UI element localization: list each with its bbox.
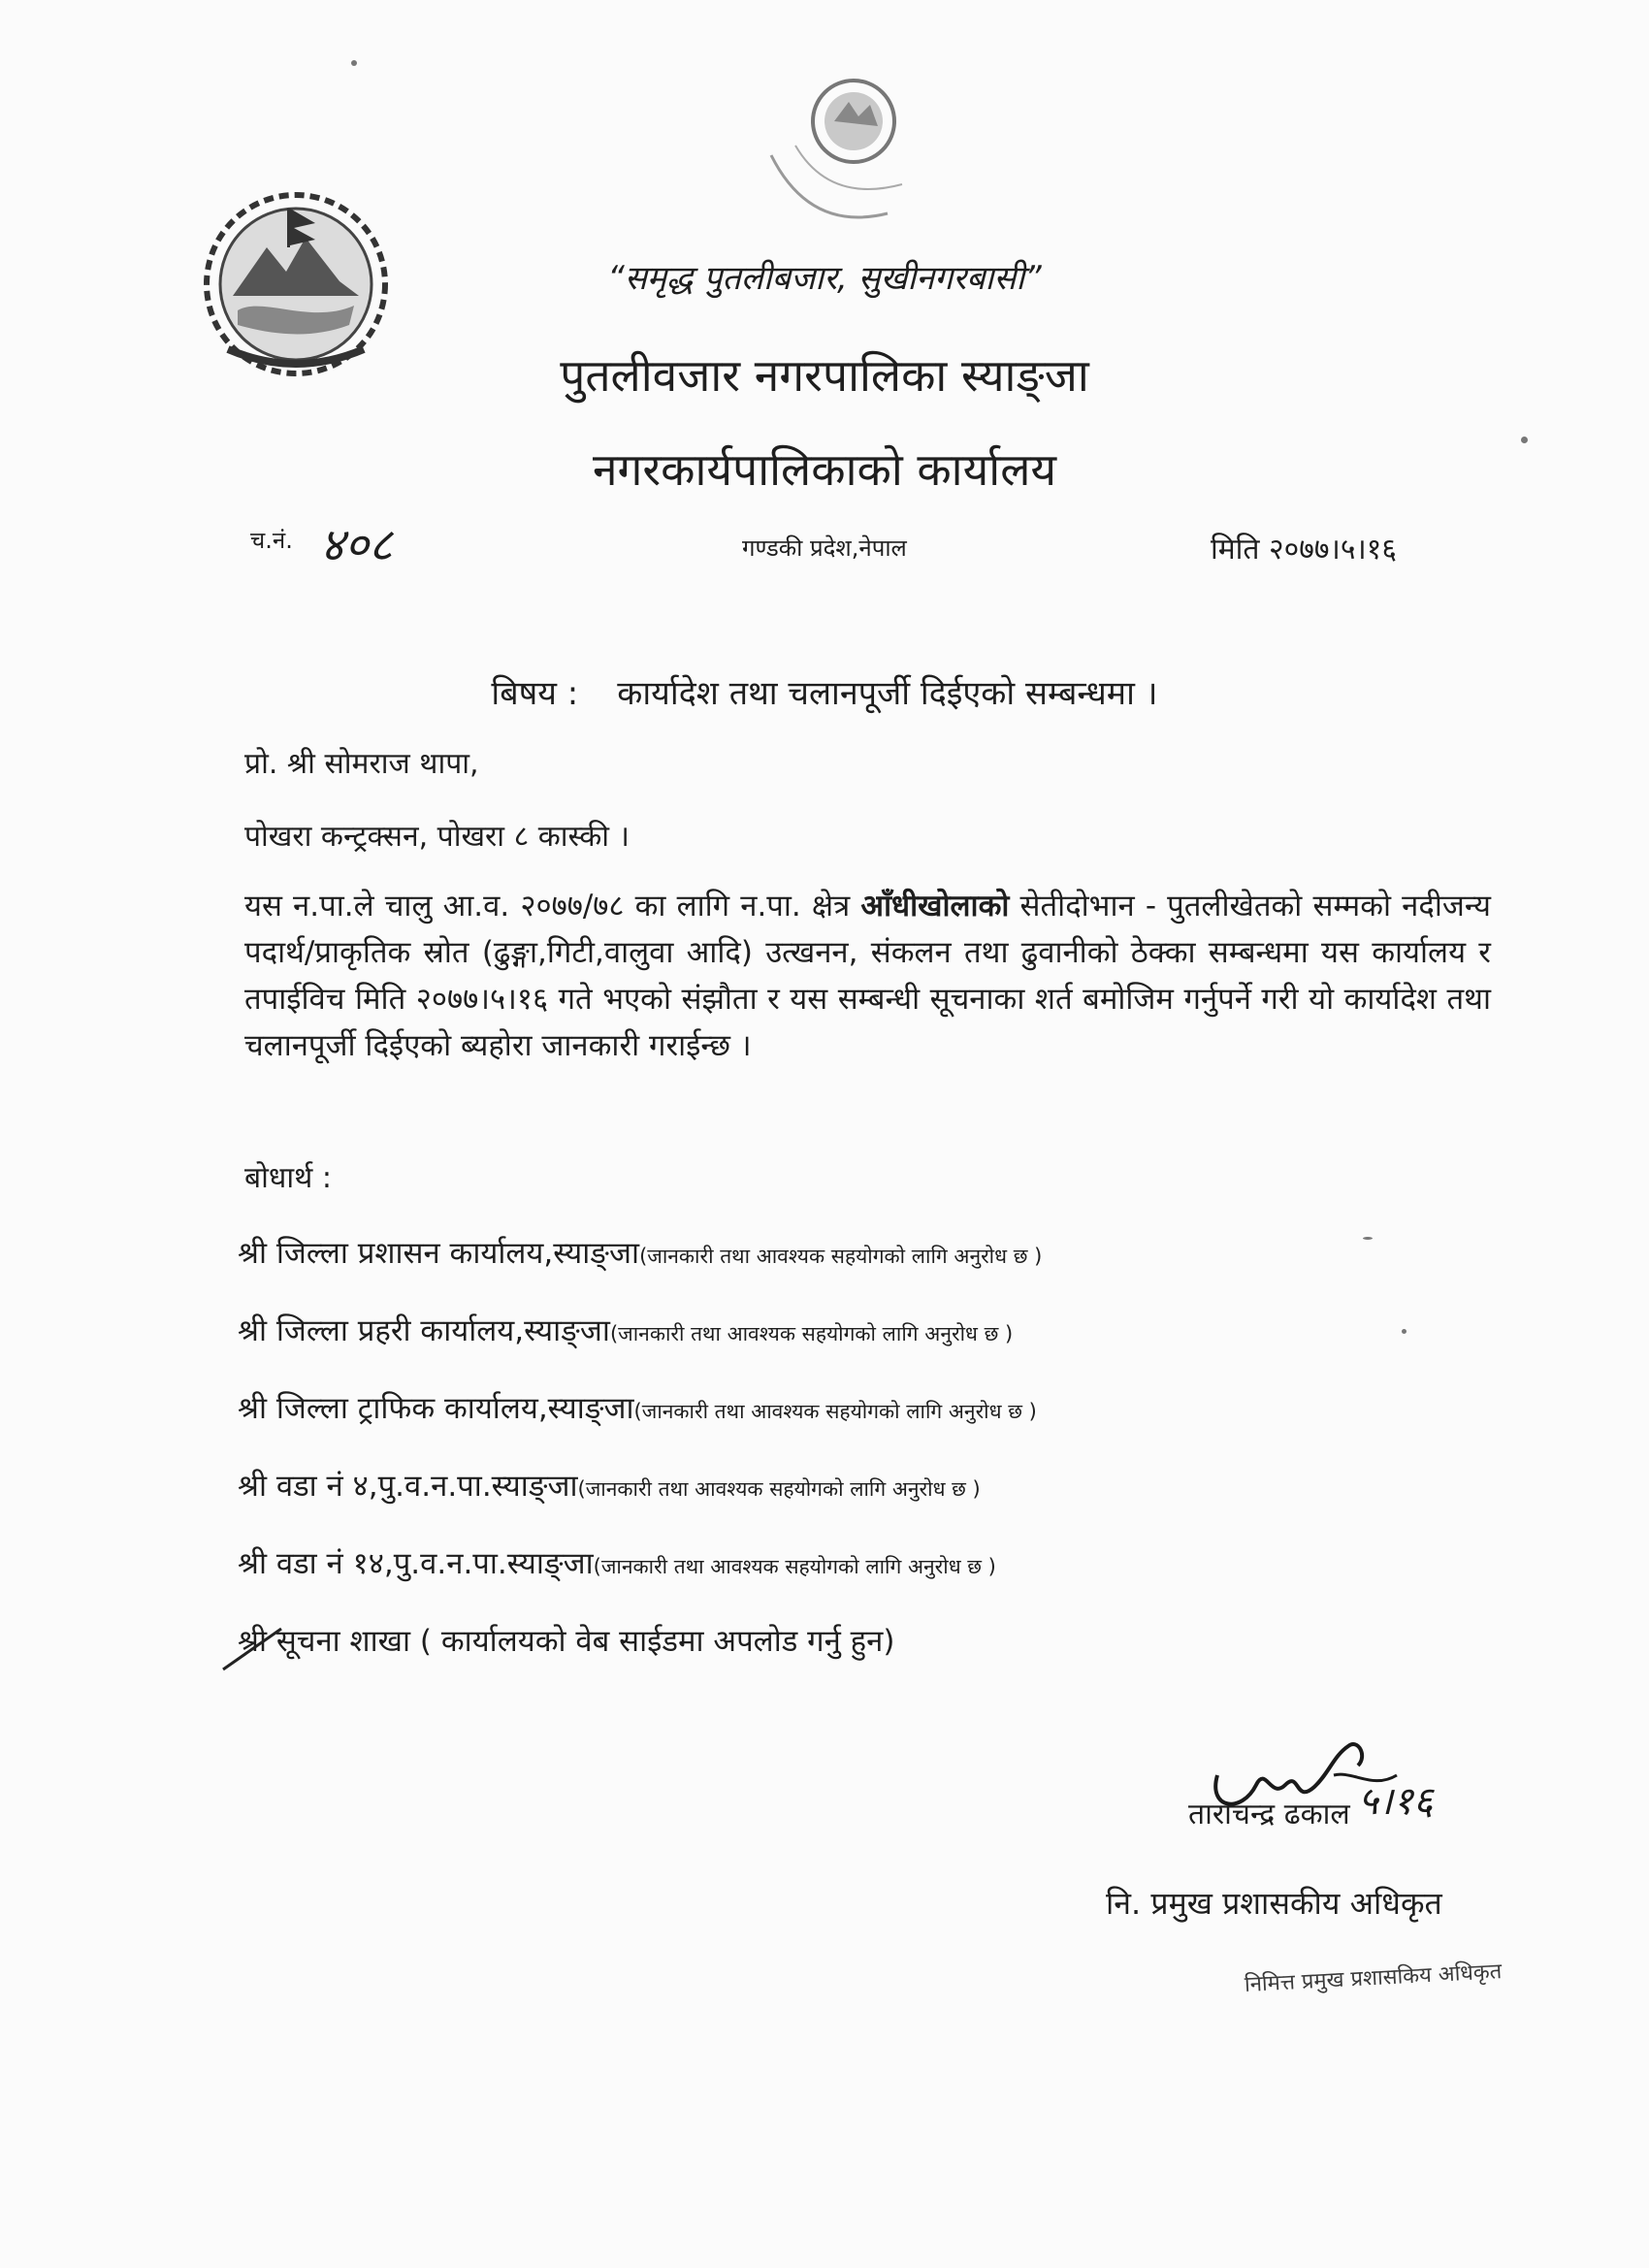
scan-speck [1521,437,1528,443]
subject-label: बिषय : [491,674,579,713]
cc-item [238,1620,894,1661]
recipient-name: प्रो. श्री सोमराज थापा, [244,747,479,781]
body-part-1: यस न.पा.ले चालु आ.व. २०७७/७८ का लागि न.पा. क्षेत्र [244,889,861,923]
cc-item [238,1465,981,1506]
cc-item-note: (जानकारी तथा आवश्यक सहयोगको लागि अनुरोध छ ) [609,1322,1014,1345]
signer-title: नि. प्रमुख प्रशासकीय अधिकृत [1106,1885,1442,1922]
hand-strike-mark [221,1625,289,1673]
cc-item-note: (जानकारी तथा आवश्यक सहयोगको लागि अनुरोध छ ) [639,1245,1043,1268]
cc-item-main: श्री जिल्ला ट्राफिक कार्यालय,स्याङ्जा [238,1391,634,1426]
body-part-2: सेतीदोभान - पुतलीखेतको सम्मको नदीजन्य पदार्थ/प्राकृतिक स्रोत (ढुङ्गा,गिटी,वालुवा आदि) उत्खनन, संकलन तथा ढुवानीको ठेक्का सम्बन्धमा यस कार्यालय र तपाईविच मिति २०७७।५।१६ गते भएको संझौता र यस सम्बन्धी सूचनाका शर्त बमोजिम गर्नुपर्ने गरी यो कार्यादेश तथा चलानपूर्जी दिईएको ब्यहोरा जानकारी गराईन्छ । [244,889,1491,1063]
cc-item-main: श्री सूचना शाखा ( कार्यालयको वेब साईडमा अपलोड गर्नु हुन) [238,1624,895,1659]
reference-row [242,518,1416,572]
signature-date: ५।१६ [1358,1779,1434,1824]
subject-line [0,669,1649,714]
reference-label: च.नं. [250,527,293,554]
motto: “समृद्ध पुतलीबजार, सुखीनगरबासी” [607,259,1042,298]
letter-date: मिति २०७७।५।१६ [1210,533,1397,567]
recipient-address: पोखरा कन्ट्रक्सन, पोखरा ८ कास्की । [244,820,630,854]
province-name: गण्डकी प्रदेश,नेपाल [742,535,907,562]
office-name: नगरकार्यपालिकाको कार्यालय [592,443,1057,496]
cc-item [238,1387,1037,1428]
scan-speck [1402,1329,1406,1334]
cc-item-main: श्री वडा नं १४,पु.व.न.पा.स्याङ्जा [238,1546,594,1581]
cc-item-main: श्री जिल्ला प्रशासन कार्यालय,स्याङ्जा [238,1236,640,1271]
scan-speck [1363,1237,1373,1240]
cc-item-note: (जानकारी तथा आवश्यक सहयोगको लागि अनुरोध छ ) [593,1555,996,1578]
cc-item-main: श्री जिल्ला प्रहरी कार्यालय,स्याङ्जा [238,1313,610,1348]
body-highlight: आँधीखोलाको [860,889,1010,923]
cc-item [238,1542,996,1583]
cc-item [238,1232,1042,1273]
body-paragraph [244,883,1491,1069]
cc-label: बोधार्थ : [244,1161,332,1195]
scan-speck [351,60,357,66]
cc-item [238,1310,1013,1350]
municipality-seal-icon [742,68,946,272]
officer-stamp: निमित्त प्रमुख प्रशासकिय अधिकृत [1244,1960,1503,1997]
cc-item-main: श्री वडा नं ४,पु.व.न.पा.स्याङ्जा [238,1469,578,1504]
reference-number: ४०८ [320,518,393,572]
cc-item-note: (जानकारी तथा आवश्यक सहयोगको लागि अनुरोध छ ) [633,1400,1037,1423]
signer-name: ताराचन्द्र ढकाल [1188,1798,1350,1831]
cc-item-note: (जानकारी तथा आवश्यक सहयोगको लागि अनुरोध छ ) [577,1477,981,1501]
subject-text: कार्यादेश तथा चलानपूर्जी दिईएको सम्बन्धमा । [617,674,1158,713]
municipality-name: पुतलीवजार नगरपालिका स्याङ्जा [560,349,1089,402]
